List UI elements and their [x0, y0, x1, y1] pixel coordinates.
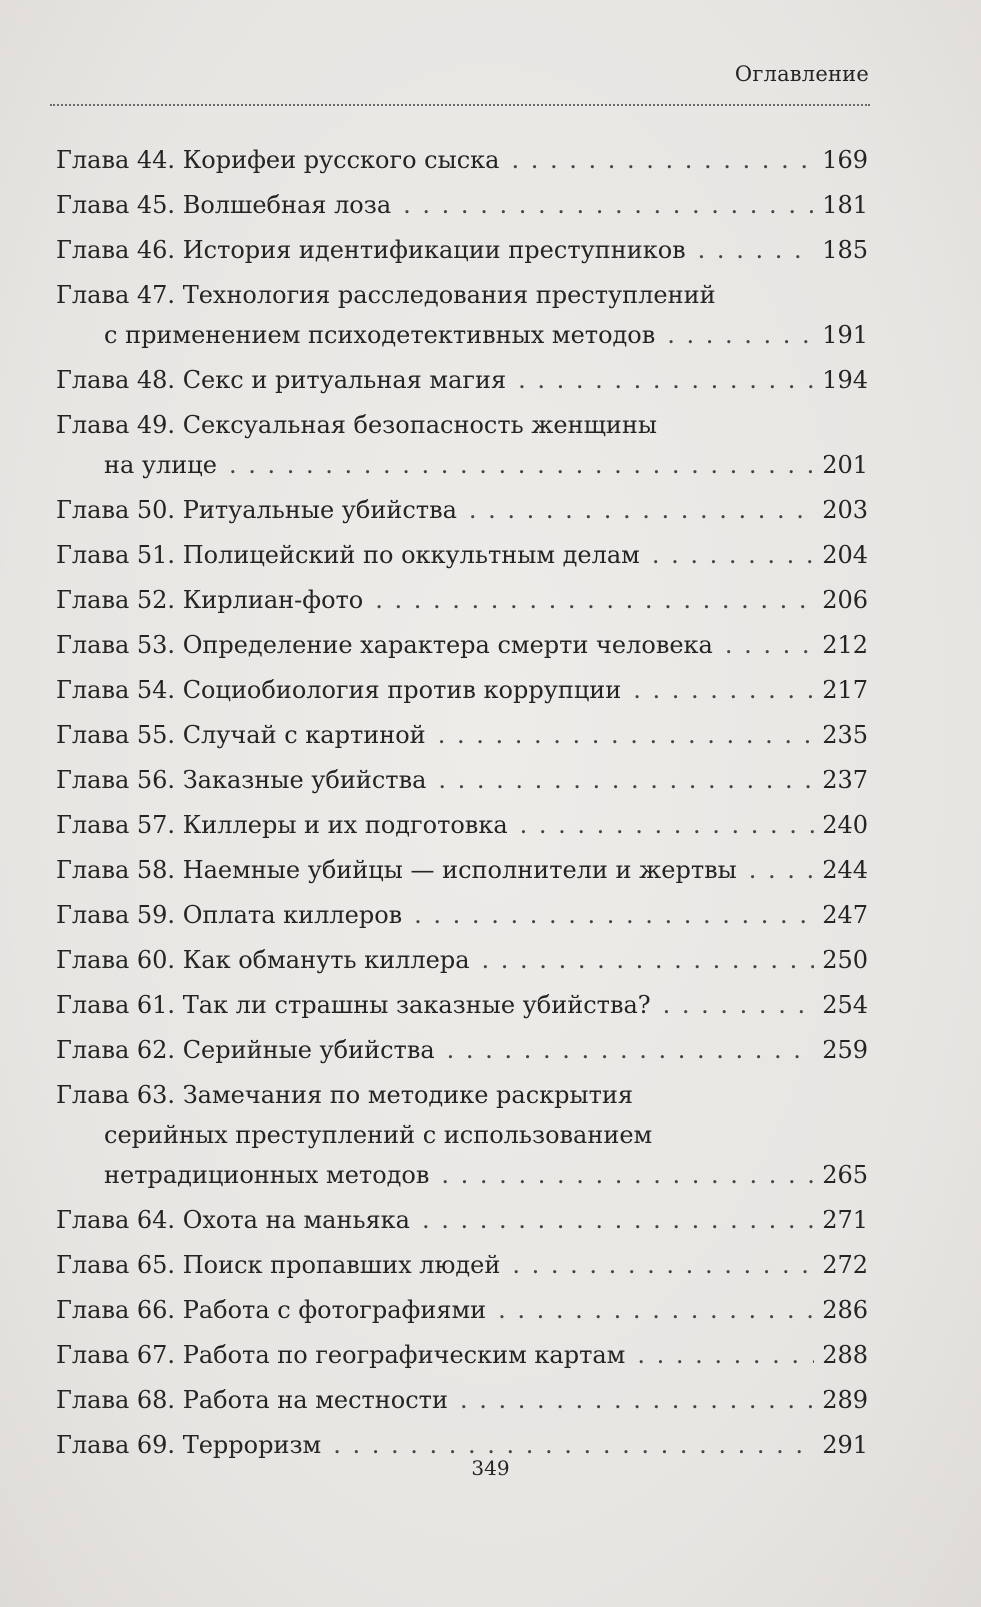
toc-entry-page: 169	[822, 146, 868, 174]
dot-leader	[414, 895, 814, 935]
toc-entry-title: Глава 45. Волшебная лоза	[56, 191, 392, 219]
toc-entry-line	[56, 805, 868, 845]
dot-leader	[520, 805, 815, 845]
toc-entry-title: Глава 59. Оплата киллеров	[56, 901, 403, 929]
toc-entry-page: 217	[822, 676, 868, 704]
toc-entry	[56, 625, 868, 665]
table-of-contents	[56, 140, 868, 1465]
toc-entry-title: Глава 49. Сексуальная безопасность женщины	[56, 411, 657, 439]
toc-entry	[56, 1075, 868, 1195]
toc-entry-title: Глава 48. Секс и ритуальная магия	[56, 366, 507, 394]
toc-entry	[56, 1200, 868, 1240]
toc-entry-title: Глава 60. Как обмануть киллера	[56, 946, 470, 974]
toc-entry	[56, 940, 868, 980]
toc-entry-page: 212	[822, 631, 868, 659]
toc-entry-continuation	[56, 445, 868, 485]
toc-entry-title: Глава 50. Ритуальные убийства	[56, 496, 457, 524]
dot-leader	[375, 580, 814, 620]
toc-entry-title: Глава 67. Работа по географическим картам	[56, 1341, 626, 1369]
toc-entry-line	[56, 715, 868, 755]
toc-entry	[56, 490, 868, 530]
dot-leader	[229, 445, 814, 485]
dot-leader	[422, 1200, 814, 1240]
toc-entry-line	[56, 1335, 868, 1375]
toc-entry-page: 237	[822, 766, 868, 794]
toc-entry-line	[56, 405, 868, 445]
dot-leader	[749, 850, 814, 890]
toc-entry-line	[56, 895, 868, 935]
toc-entry	[56, 985, 868, 1025]
toc-entry	[56, 1335, 868, 1375]
toc-entry-title: Глава 69. Терроризм	[56, 1431, 322, 1459]
toc-entry-title: Глава 47. Технология расследования преступлений	[56, 281, 716, 309]
toc-entry-line	[56, 850, 868, 890]
toc-entry	[56, 715, 868, 755]
dot-leader	[652, 535, 814, 575]
toc-entry	[56, 535, 868, 575]
toc-entry-line	[56, 140, 868, 180]
toc-entry-line	[56, 1380, 868, 1420]
toc-entry-page: 206	[822, 586, 868, 614]
toc-entry-page: 194	[822, 366, 868, 394]
toc-entry-line	[56, 985, 868, 1025]
toc-entry	[56, 185, 868, 225]
toc-entry-line	[56, 940, 868, 980]
dot-leader	[511, 140, 814, 180]
dot-leader	[403, 185, 814, 225]
toc-entry-line	[56, 1245, 868, 1285]
toc-entry-page: 286	[822, 1296, 868, 1324]
dot-leader	[438, 760, 814, 800]
dot-leader	[447, 1030, 815, 1070]
dot-leader	[725, 625, 814, 665]
toc-entry-page: 265	[822, 1161, 868, 1189]
toc-entry-line	[56, 185, 868, 225]
toc-entry-line	[56, 490, 868, 530]
toc-entry-title: Глава 68. Работа на местности	[56, 1386, 448, 1414]
toc-entry-title: Глава 56. Заказные убийства	[56, 766, 427, 794]
toc-entry-page: 181	[822, 191, 868, 219]
toc-entry	[56, 1380, 868, 1420]
dot-leader	[482, 940, 815, 980]
toc-entry	[56, 1030, 868, 1070]
toc-entry-page: 272	[822, 1251, 868, 1279]
toc-entry	[56, 670, 868, 710]
toc-entry	[56, 895, 868, 935]
toc-entry-title: Глава 62. Серийные убийства	[56, 1036, 435, 1064]
dot-leader	[667, 315, 814, 355]
toc-entry-title: Глава 64. Охота на маньяка	[56, 1206, 410, 1234]
toc-entry-line	[56, 275, 868, 315]
toc-entry-title: с применением психодетективных методов	[104, 321, 656, 349]
toc-entry	[56, 1245, 868, 1285]
dot-leader	[663, 985, 815, 1025]
toc-entry-page: 289	[822, 1386, 868, 1414]
toc-entry-line	[56, 360, 868, 400]
toc-entry-title: Глава 58. Наемные убийцы — исполнители и жертвы	[56, 856, 737, 884]
toc-entry-line	[56, 1290, 868, 1330]
toc-entry-page: 203	[822, 496, 868, 524]
toc-entry	[56, 850, 868, 890]
toc-entry-line	[56, 760, 868, 800]
toc-entry-title: Глава 53. Определение характера смерти человека	[56, 631, 713, 659]
toc-entry-page: 291	[822, 1431, 868, 1459]
toc-entry-title: серийных преступлений с использованием	[104, 1121, 653, 1149]
dot-leader	[633, 670, 814, 710]
toc-entry-title: Глава 46. История идентификации преступников	[56, 236, 686, 264]
dot-leader	[512, 1245, 814, 1285]
toc-entry-page: 250	[822, 946, 868, 974]
toc-entry	[56, 405, 868, 485]
toc-entry-page: 259	[822, 1036, 868, 1064]
toc-entry-title: Глава 65. Поиск пропавших людей	[56, 1251, 501, 1279]
toc-entry-title: Глава 55. Случай с картиной	[56, 721, 426, 749]
dot-leader	[518, 360, 814, 400]
toc-entry-page: 271	[822, 1206, 868, 1234]
dot-leader	[460, 1380, 814, 1420]
dot-leader	[438, 715, 815, 755]
toc-entry-line	[56, 1030, 868, 1070]
dot-leader	[441, 1155, 814, 1195]
toc-entry-page: 288	[822, 1341, 868, 1369]
toc-entry-page: 247	[822, 901, 868, 929]
toc-entry	[56, 1290, 868, 1330]
toc-entry	[56, 230, 868, 270]
dot-leader	[637, 1335, 814, 1375]
toc-entry-line	[56, 230, 868, 270]
toc-entry-page: 191	[822, 321, 868, 349]
toc-entry-title: Глава 66. Работа с фотографиями	[56, 1296, 487, 1324]
toc-entry-line	[56, 1200, 868, 1240]
toc-entry-line	[56, 535, 868, 575]
toc-entry-title: нетрадиционных методов	[104, 1161, 430, 1189]
toc-entry-title: Глава 54. Социобиология против коррупции	[56, 676, 622, 704]
toc-entry	[56, 275, 868, 355]
toc-entry	[56, 580, 868, 620]
dot-leader	[698, 230, 815, 270]
toc-entry-page: 201	[822, 451, 868, 479]
header-divider	[50, 104, 870, 106]
page-number: 349	[471, 1456, 510, 1480]
toc-entry-title: Глава 52. Кирлиан-фото	[56, 586, 364, 614]
toc-entry	[56, 140, 868, 180]
toc-entry-continuation	[56, 1115, 868, 1155]
toc-entry-line	[56, 625, 868, 665]
toc-entry-title: Глава 51. Полицейский по оккультным делам	[56, 541, 640, 569]
toc-entry	[56, 805, 868, 845]
toc-entry-continuation	[56, 1155, 868, 1195]
toc-entry-title: Глава 44. Корифеи русского сыска	[56, 146, 500, 174]
toc-entry-page: 254	[822, 991, 868, 1019]
dot-leader	[469, 490, 814, 530]
dot-leader	[498, 1290, 814, 1330]
toc-entry-line	[56, 580, 868, 620]
toc-entry-page: 240	[822, 811, 868, 839]
running-head: Оглавление	[734, 62, 869, 86]
toc-entry-line	[56, 1075, 868, 1115]
toc-entry-title: Глава 57. Киллеры и их подготовка	[56, 811, 508, 839]
toc-entry	[56, 760, 868, 800]
toc-entry-title: на улице	[104, 451, 217, 479]
toc-entry-page: 235	[822, 721, 868, 749]
toc-entry-page: 185	[822, 236, 868, 264]
toc-entry-title: Глава 61. Так ли страшны заказные убийства?	[56, 991, 651, 1019]
toc-entry-continuation	[56, 315, 868, 355]
toc-entry	[56, 360, 868, 400]
toc-entry-title: Глава 63. Замечания по методике раскрытия	[56, 1081, 634, 1109]
toc-entry-page: 204	[822, 541, 868, 569]
toc-entry-page: 244	[822, 856, 868, 884]
toc-entry-line	[56, 670, 868, 710]
